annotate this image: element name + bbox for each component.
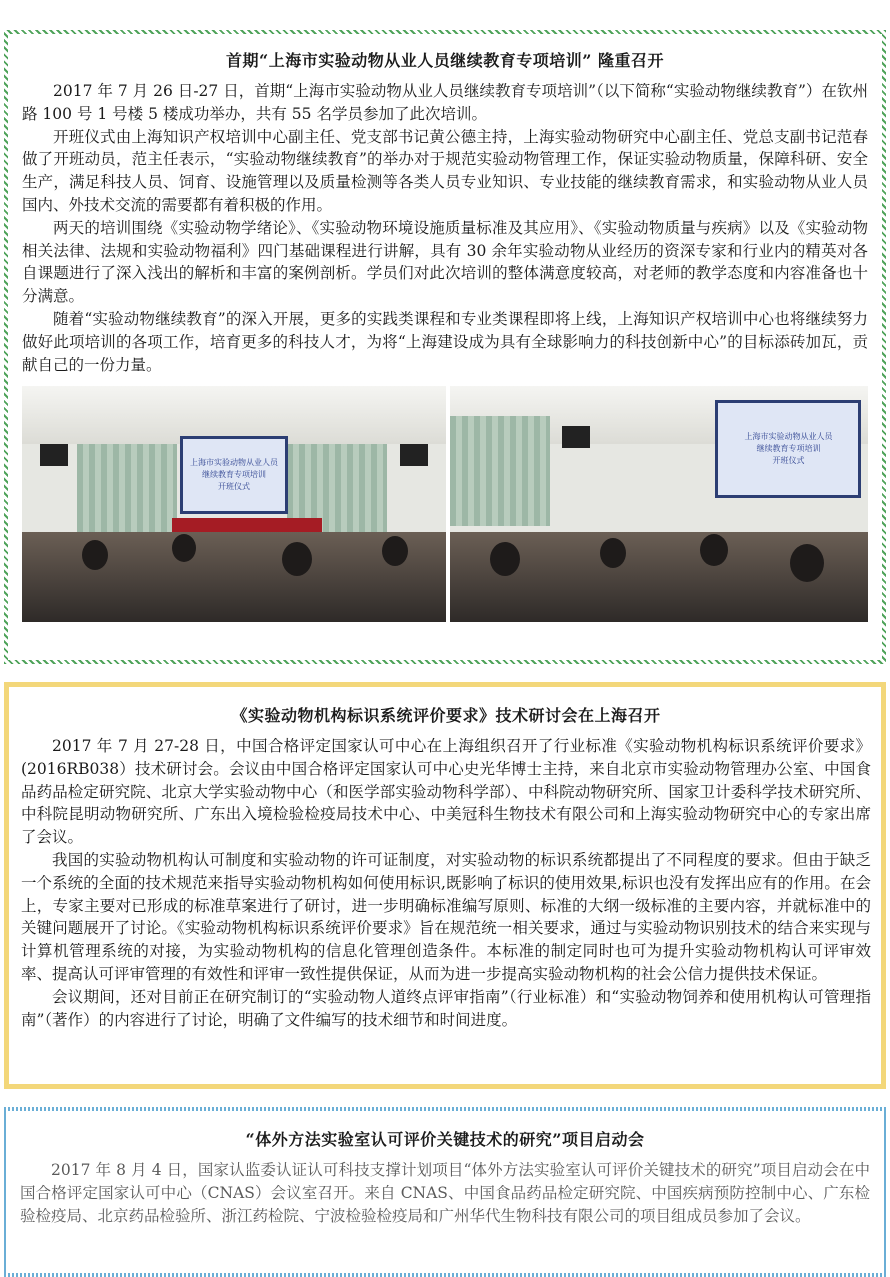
audience-head xyxy=(382,536,408,566)
training-photo-left xyxy=(22,386,446,622)
audience-head xyxy=(172,534,196,562)
article-invitro-paragraph: 2017 年 8 月 4 日，国家认监委认证认可科技支撑计划项目“体外方法实验室认可评价关键技术的研究”项目启动会在中国合格评定国家认可中心（CNAS）会议室召开。来自 CNAS、中国食品药品检定研究院、中国疾病预防控制中心、广东检验检疫局、北京药品检验所、浙江药检院、宁波检验检疫局和广州华代生物科技有限公司的项目组成员参加了会议。 xyxy=(20,1161,870,1225)
audience-head xyxy=(490,542,520,576)
audience xyxy=(450,532,868,622)
article-training-paragraph: 两天的培训围绕《实验动物学绪论》、《实验动物环境设施质量标准及其应用》、《实验动物质量与疾病》以及《实验动物相关法律、法规和实验动物福利》四门基础课程进行讲解，具有 30 余年实验动物从业经历的资深专家和行业内的精英对各自课题进行了深入浅出的解析和丰富的案例剖析。学员们对此次培训的整体满意度较高，对老师的教学态度和内容准备也十分满意。 xyxy=(22,218,868,306)
article-standard-content xyxy=(9,687,881,1084)
article-training-title: 首期“上海市实验动物从业人员继续教育专项培训” 隆重召开 xyxy=(226,51,664,70)
speaker-icon xyxy=(400,444,428,466)
audience xyxy=(22,532,446,622)
article-training-paragraph: 随着“实验动物继续教育”的深入开展，更多的实践类课程和专业类课程即将上线，上海知识产权培训中心也将继续努力做好此项培训的各项工作，培育更多的科技人才，为将“上海建设成为具有全球影响力的科技创新中心”的目标添砖加瓦，贡献自己的一份力量。 xyxy=(22,309,868,374)
speaker-icon xyxy=(40,444,68,466)
article-standard-paragraph: 2017 年 7 月 27-28 日，中国合格评定国家认可中心在上海组织召开了行业标准《实验动物机构标识系统评价要求》(2016RB038）技术研讨会。会议由中国合格评定国家认可中心史光华博士主持，来自北京市实验动物管理办公室、中国食品药品检定研究院、北京大学实验动物中心（和医学部实验动物科学部）、中科院动物研究所、国家卫计委科学技术研究所、中科院昆明动物研究所、广东出入境检验检疫局技术中心、中美冠科生物技术有限公司和上海实验动物研究中心的专家出席了会议。 xyxy=(21,737,871,847)
projector-screen xyxy=(180,436,288,514)
photo-curtain xyxy=(77,444,177,534)
audience-head xyxy=(700,534,728,566)
audience-head xyxy=(600,538,626,568)
photo-curtain xyxy=(450,416,550,526)
article-standard-box xyxy=(4,682,886,1089)
screen-line: 上海市实验动物从业人员 xyxy=(744,432,833,442)
article-invitro-box xyxy=(4,1107,886,1277)
screen-line: 上海市实验动物从业人员 xyxy=(190,458,278,468)
podium-table xyxy=(172,518,322,532)
screen-line: 继续教育专项培训 xyxy=(756,444,821,454)
screen-line: 开班仪式 xyxy=(218,482,250,492)
article-training-paragraph: 开班仪式由上海知识产权培训中心副主任、党支部书记黄公德主持，上海实验动物研究中心副主任、党总支副书记范春做了开班动员，范主任表示，“实验动物继续教育”的举办对于规范实验动物管理工作，保证实验动物质量，保障科研、安全生产，满足科技人员、饲育、设施管理以及质量检测等各类人员专业知识、专业技能的继续教育需求，和实验动物从业人员国内、外技术交流的需要都有着积极的作用。 xyxy=(22,127,868,214)
screen-line: 开班仪式 xyxy=(772,456,805,466)
article-training-paragraph: 2017 年 7 月 26 日-27 日，首期“上海市实验动物从业人员继续教育专项培训”（以下简称“实验动物继续教育”）在钦州路 100 号 1 号楼 5 楼成功举办，共有 55 名学员参加了此次培训。 xyxy=(22,82,868,123)
article-standard-paragraph: 会议期间，还对目前正在研究制订的“实验动物人道终点评审指南”（行业标准）和“实验动物饲养和使用机构认可管理指南”（著作）的内容进行了讨论，明确了文件编写的技术细节和时间进度。 xyxy=(21,987,871,1029)
audience-head xyxy=(282,542,312,576)
article-standard-paragraph: 我国的实验动物机构认可制度和实验动物的许可证制度，对实验动物的标识系统都提出了不同程度的要求。但由于缺乏一个系统的全面的技术规范来指导实验动物机构如何使用标识,既影响了标识的使用效果,标识也没有发挥出应有的作用。在会上，专家主要对已形成的标准草案进行了研讨，进一步明确标准编写原则、标准的大纲一级标准的主要内容，并就标准中的关键问题展开了讨论。《实验动物机构标识系统评价要求》旨在规范统一相关要求，通过与实验动物识别技术的结合来实现与计算机管理系统的对接，为实验动物机构的信息化管理创造条件。本标准的制定同时也可为提升实验动物机构认可评审效率、提高认可评审管理的有效性和评审一致性提供保证，从而为进一步提高实验动物机构的社会公信力提供技术保证。 xyxy=(21,850,871,983)
article-invitro-title: “体外方法实验室认可评价关键技术的研究”项目启动会 xyxy=(245,1130,645,1149)
audience-head xyxy=(790,544,824,582)
training-photos xyxy=(22,386,868,622)
audience-head xyxy=(82,540,108,570)
article-training-box xyxy=(4,30,886,664)
article-invitro-content xyxy=(8,1111,882,1273)
article-training-content xyxy=(8,34,882,660)
article-standard-title: 《实验动物机构标识系统评价要求》技术研讨会在上海召开 xyxy=(231,706,661,725)
training-photo-right xyxy=(450,386,868,622)
projector-screen xyxy=(715,400,861,498)
speaker-icon xyxy=(562,426,590,448)
screen-line: 继续教育专项培训 xyxy=(202,470,266,480)
